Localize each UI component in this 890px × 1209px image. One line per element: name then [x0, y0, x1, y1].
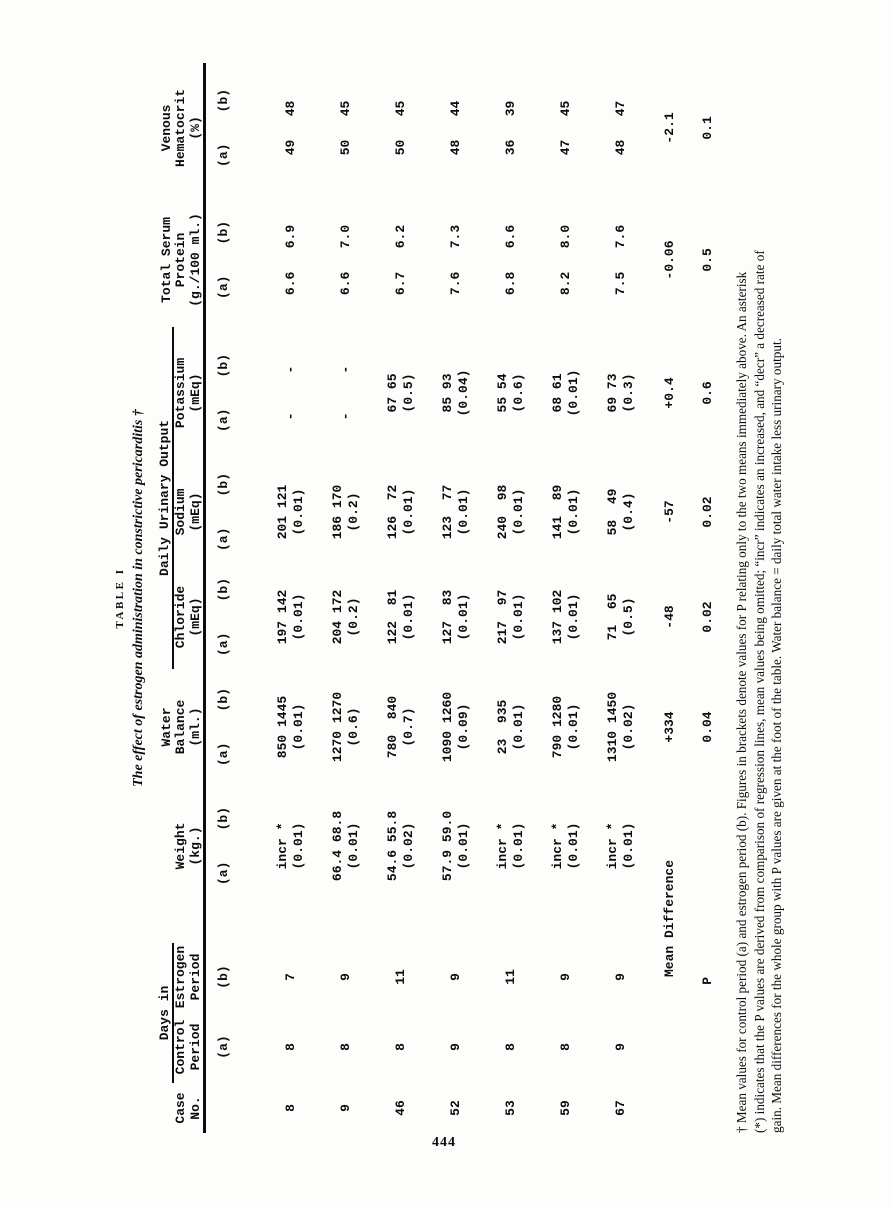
cell-water [483, 669, 538, 785]
cell-days-estrogen: 7 [283, 973, 298, 981]
p-protein: 0.5 [699, 248, 715, 272]
sodium-p: (0.2) [345, 492, 361, 532]
sodium-values: 201 121 [275, 484, 290, 540]
weight-p: (0.01) [620, 822, 636, 870]
cell-days-control: 8 [338, 1043, 353, 1051]
header-protein-line3: (g./100 ml.) [187, 213, 203, 307]
header-estrogen-period [173, 943, 205, 1011]
water-p: (0.01) [510, 703, 526, 751]
cell-protein: 7.5 7.6 [613, 224, 628, 296]
sodium-p: (0.01) [290, 488, 306, 536]
table-row-case-53 [483, 63, 538, 1133]
cell-water [428, 669, 483, 785]
weight-values: 66.4 68.8 [330, 810, 345, 882]
potassium-values: - - [337, 365, 353, 421]
p-water: 0.04 [699, 711, 715, 743]
cell-days-estrogen: 11 [503, 969, 518, 985]
potassium-values: - - [282, 365, 298, 421]
cell-water [593, 669, 648, 785]
sublabel-water-ab: (a) (b) [205, 669, 264, 785]
header-sodium-line2: (mEq) [187, 492, 203, 532]
cell-potassium [428, 327, 483, 459]
sublabel-protein-ab: (a) (b) [205, 193, 264, 327]
potassium-values: 68 61 [550, 373, 565, 413]
cell-hematocrit: 48 44 [448, 100, 463, 156]
cell-days-estrogen: 9 [613, 973, 628, 981]
table-footnote [733, 63, 786, 1133]
sublabel-estrogen-b: (b) [205, 943, 264, 1011]
table-row-case-46 [373, 63, 428, 1133]
potassium-p: (0.01) [565, 369, 581, 417]
p-chloride: 0.02 [699, 601, 715, 633]
data-table [157, 63, 724, 1133]
mean-potassium: +0.4 [661, 377, 677, 409]
sublabel-chloride-ab: (a) (b) [205, 565, 264, 669]
case-number: 8 [283, 1104, 298, 1112]
table-row-case-8 [263, 63, 318, 1133]
cell-days-control: 8 [558, 1043, 573, 1051]
potassium-values: 85 93 [440, 373, 455, 413]
header-weight-line2: (kg.) [187, 826, 203, 866]
table-row-case-59 [538, 63, 593, 1133]
cell-sodium [263, 459, 318, 565]
water-values: 780 840 [385, 695, 400, 759]
table-title-block [112, 63, 157, 1133]
table-row-case-9 [318, 63, 373, 1133]
cell-sodium [318, 459, 373, 565]
water-p: (0.6) [345, 707, 361, 747]
sublabel-case-empty [205, 1083, 264, 1133]
table-body [205, 63, 725, 1133]
header-estrogen-line2: Period [187, 953, 203, 1001]
weight-p: (0.02) [400, 822, 416, 870]
chloride-p: (0.01) [400, 593, 416, 641]
chloride-values: 137 102 [550, 589, 565, 645]
cell-chloride [373, 565, 428, 669]
cell-protein: 6.8 6.6 [503, 224, 518, 296]
water-values: 1310 1450 [605, 691, 620, 763]
cell-potassium [373, 327, 428, 459]
header-water-line2: Balance [173, 699, 188, 755]
mean-difference-label: Mean Difference [661, 859, 677, 978]
header-hematocrit-line2: Hematocrit [173, 88, 188, 167]
table-row-case-67 [593, 63, 648, 1133]
water-values: 23 935 [495, 699, 510, 755]
sublabel-control-a: (a) [205, 1011, 264, 1083]
sodium-values: 58 49 [605, 488, 620, 536]
potassium-values: 55 54 [495, 373, 510, 413]
cell-sodium [428, 459, 483, 565]
footnote-line-1: † Mean values for control period (a) and estrogen period (b). Figures in brackets denote values for P relating only to the two means immediately above. An asterisk [734, 271, 749, 1133]
weight-values: incr * [605, 822, 620, 870]
header-potassium-line1: Potassium [173, 357, 188, 429]
header-sodium-line1: Sodium [173, 488, 188, 536]
chloride-p: (0.01) [455, 593, 471, 641]
header-hematocrit-line3: (%) [187, 116, 203, 140]
header-hematocrit-line1: Venous [158, 104, 174, 152]
water-p: (0.01) [565, 703, 581, 751]
header-case-line1: Case [173, 1092, 188, 1124]
header-potassium-line2: (mEq) [187, 373, 203, 413]
header-control-period [173, 1011, 205, 1083]
cell-protein: 6.6 6.9 [283, 224, 298, 296]
weight-values: incr * [550, 822, 565, 870]
cell-chloride [428, 565, 483, 669]
weight-values: 54.6 55.8 [385, 810, 400, 882]
sodium-p: (0.01) [565, 488, 581, 536]
header-water-line1: Water [158, 707, 174, 747]
table-title: The effect of estrogen administration in constrictive pericarditis † [131, 409, 146, 787]
header-weight-line1: Weight [173, 822, 188, 870]
weight-p: (0.01) [345, 822, 361, 870]
cell-weight [593, 785, 648, 943]
header-water-balance [157, 669, 205, 785]
cell-days-estrogen: 9 [448, 973, 463, 981]
cell-water [538, 669, 593, 785]
case-number: 59 [558, 1100, 573, 1116]
table-row-case-52 [428, 63, 483, 1133]
weight-values: 57.9 59.0 [440, 810, 455, 882]
cell-weight [318, 785, 373, 943]
mean-difference-row [648, 63, 690, 1133]
potassium-p: (0.3) [620, 373, 636, 413]
mean-hematocrit: -2.1 [661, 112, 677, 144]
cell-weight [538, 785, 593, 943]
weight-values: incr * [275, 822, 290, 870]
rotated-table-container [112, 63, 809, 1133]
sublabel-weight-ab: (a) (b) [205, 785, 264, 943]
sublabel-sodium-ab: (a) (b) [205, 459, 264, 565]
chloride-values: 127 83 [440, 589, 455, 645]
cell-sodium [373, 459, 428, 565]
sodium-values: 123 77 [440, 484, 455, 540]
cell-days-estrogen: 9 [338, 973, 353, 981]
cell-chloride [263, 565, 318, 669]
chloride-values: 217 97 [495, 589, 510, 645]
sodium-values: 126 72 [385, 484, 400, 540]
case-number: 53 [503, 1100, 518, 1116]
case-number: 67 [613, 1100, 628, 1116]
cell-potassium [538, 327, 593, 459]
sublabel-hematocrit-ab: (a) (b) [205, 63, 264, 193]
cell-potassium [263, 327, 318, 459]
cell-protein: 6.7 6.2 [393, 224, 408, 296]
water-values: 850 1445 [275, 695, 290, 759]
header-sodium [173, 459, 205, 565]
cell-weight [373, 785, 428, 943]
cell-chloride [538, 565, 593, 669]
water-p: (0.09) [455, 703, 471, 751]
p-potassium: 0.6 [699, 381, 715, 405]
p-hematocrit: 0.1 [699, 116, 715, 140]
water-values: 1090 1260 [440, 691, 455, 763]
header-weight [157, 785, 205, 943]
cell-chloride [483, 565, 538, 669]
cell-potassium [318, 327, 373, 459]
header-control-line2: Period [187, 1023, 203, 1071]
cell-hematocrit: 48 47 [613, 100, 628, 156]
sodium-values: 186 170 [330, 484, 345, 540]
cell-hematocrit: 50 45 [393, 100, 408, 156]
header-protein-line1: Total Serum [158, 217, 174, 303]
water-p: (0.01) [290, 703, 306, 751]
sodium-p: (0.01) [455, 488, 471, 536]
sodium-p: (0.4) [620, 492, 636, 532]
cell-protein: 8.2 8.0 [558, 224, 573, 296]
table-header [157, 63, 205, 1133]
weight-values: incr * [495, 822, 510, 870]
cell-hematocrit: 50 45 [338, 100, 353, 156]
header-chloride-line1: Chloride [173, 585, 188, 649]
cell-sodium [483, 459, 538, 565]
cell-protein: 6.6 7.0 [338, 224, 353, 296]
footnote-line-3: gain. Mean differences for the whole group with P values are given at the foot of the table. Water balance = daily total water intake less urinary output. [769, 338, 784, 1133]
weight-p: (0.01) [565, 822, 581, 870]
chloride-p: (0.5) [620, 597, 636, 637]
cell-weight [263, 785, 318, 943]
sodium-values: 240 98 [495, 484, 510, 540]
chloride-p: (0.2) [345, 597, 361, 637]
header-control-line1: Control [173, 1019, 188, 1075]
case-number: 9 [338, 1104, 353, 1112]
water-p: (0.02) [620, 703, 636, 751]
cell-days-control: 8 [503, 1043, 518, 1051]
cell-water [373, 669, 428, 785]
cell-chloride [593, 565, 648, 669]
cell-sodium [593, 459, 648, 565]
cell-hematocrit: 49 48 [283, 100, 298, 156]
potassium-p: (0.5) [400, 373, 416, 413]
chloride-values: 204 172 [330, 589, 345, 645]
chloride-p: (0.01) [565, 593, 581, 641]
chloride-values: 122 81 [385, 589, 400, 645]
weight-p: (0.01) [290, 822, 306, 870]
cell-hematocrit: 36 39 [503, 100, 518, 156]
chloride-values: 197 142 [275, 589, 290, 645]
cell-days-control: 9 [613, 1043, 628, 1051]
chloride-p: (0.01) [290, 593, 306, 641]
cell-protein: 7.6 7.3 [448, 224, 463, 296]
case-number: 46 [393, 1100, 408, 1116]
cell-days-control: 8 [283, 1043, 298, 1051]
sodium-p: (0.01) [400, 488, 416, 536]
potassium-p: (0.04) [455, 369, 471, 417]
header-row-1 [157, 63, 173, 1133]
weight-p: (0.01) [510, 822, 526, 870]
header-potassium [173, 327, 205, 459]
water-values: 1270 1270 [330, 691, 345, 763]
sublabel-row [205, 63, 264, 1133]
water-values: 790 1280 [550, 695, 565, 759]
header-chloride [173, 565, 205, 669]
p-row-label: P [699, 976, 715, 985]
mean-chloride: -48 [661, 605, 677, 629]
sodium-values: 141 89 [550, 484, 565, 540]
cell-hematocrit: 47 45 [558, 100, 573, 156]
mean-protein: -0.06 [661, 240, 677, 280]
case-number: 52 [448, 1100, 463, 1116]
header-days-in: Days in [157, 943, 173, 1083]
cell-water [263, 669, 318, 785]
cell-days-control: 9 [448, 1043, 463, 1051]
chloride-values: 71 65 [605, 593, 620, 641]
header-daily-urinary-output: Daily Urinary Output [157, 327, 173, 669]
cell-days-control: 8 [393, 1043, 408, 1051]
cell-water [318, 669, 373, 785]
footnote-line-2: (*) indicates that the P values are derived from comparison of regression lines, mean values being omitted; “incr” indicates an increased, and “decr” a decreased rate of [751, 250, 767, 1133]
potassium-p: (0.6) [510, 373, 526, 413]
p-value-row [690, 63, 724, 1133]
header-case [157, 1083, 205, 1133]
cell-weight [483, 785, 538, 943]
cell-days-estrogen: 11 [393, 969, 408, 985]
chloride-p: (0.01) [510, 593, 526, 641]
sodium-p: (0.01) [510, 488, 526, 536]
potassium-values: 69 73 [605, 373, 620, 413]
water-p: (0.7) [400, 707, 416, 747]
cell-potassium [483, 327, 538, 459]
header-venous-hematocrit [157, 63, 205, 193]
header-estrogen-line1: Estrogen [173, 945, 188, 1009]
table-label: TABLE I [114, 567, 126, 629]
header-total-serum-protein [157, 193, 205, 327]
cell-sodium [538, 459, 593, 565]
header-chloride-line2: (mEq) [187, 597, 203, 637]
cell-chloride [318, 565, 373, 669]
cell-weight [428, 785, 483, 943]
header-protein-line2: Protein [173, 232, 188, 288]
header-water-line3: (ml.) [187, 707, 203, 747]
mean-water: +334 [661, 711, 677, 743]
sublabel-potassium-ab: (a) (b) [205, 327, 264, 459]
cell-days-estrogen: 9 [558, 973, 573, 981]
p-sodium: 0.02 [699, 496, 715, 528]
cell-potassium [593, 327, 648, 459]
header-case-line2: No. [187, 1096, 203, 1120]
weight-p: (0.01) [455, 822, 471, 870]
mean-sodium: -57 [661, 500, 677, 524]
page-number: 444 [432, 1135, 456, 1150]
potassium-values: 67 65 [385, 373, 400, 413]
